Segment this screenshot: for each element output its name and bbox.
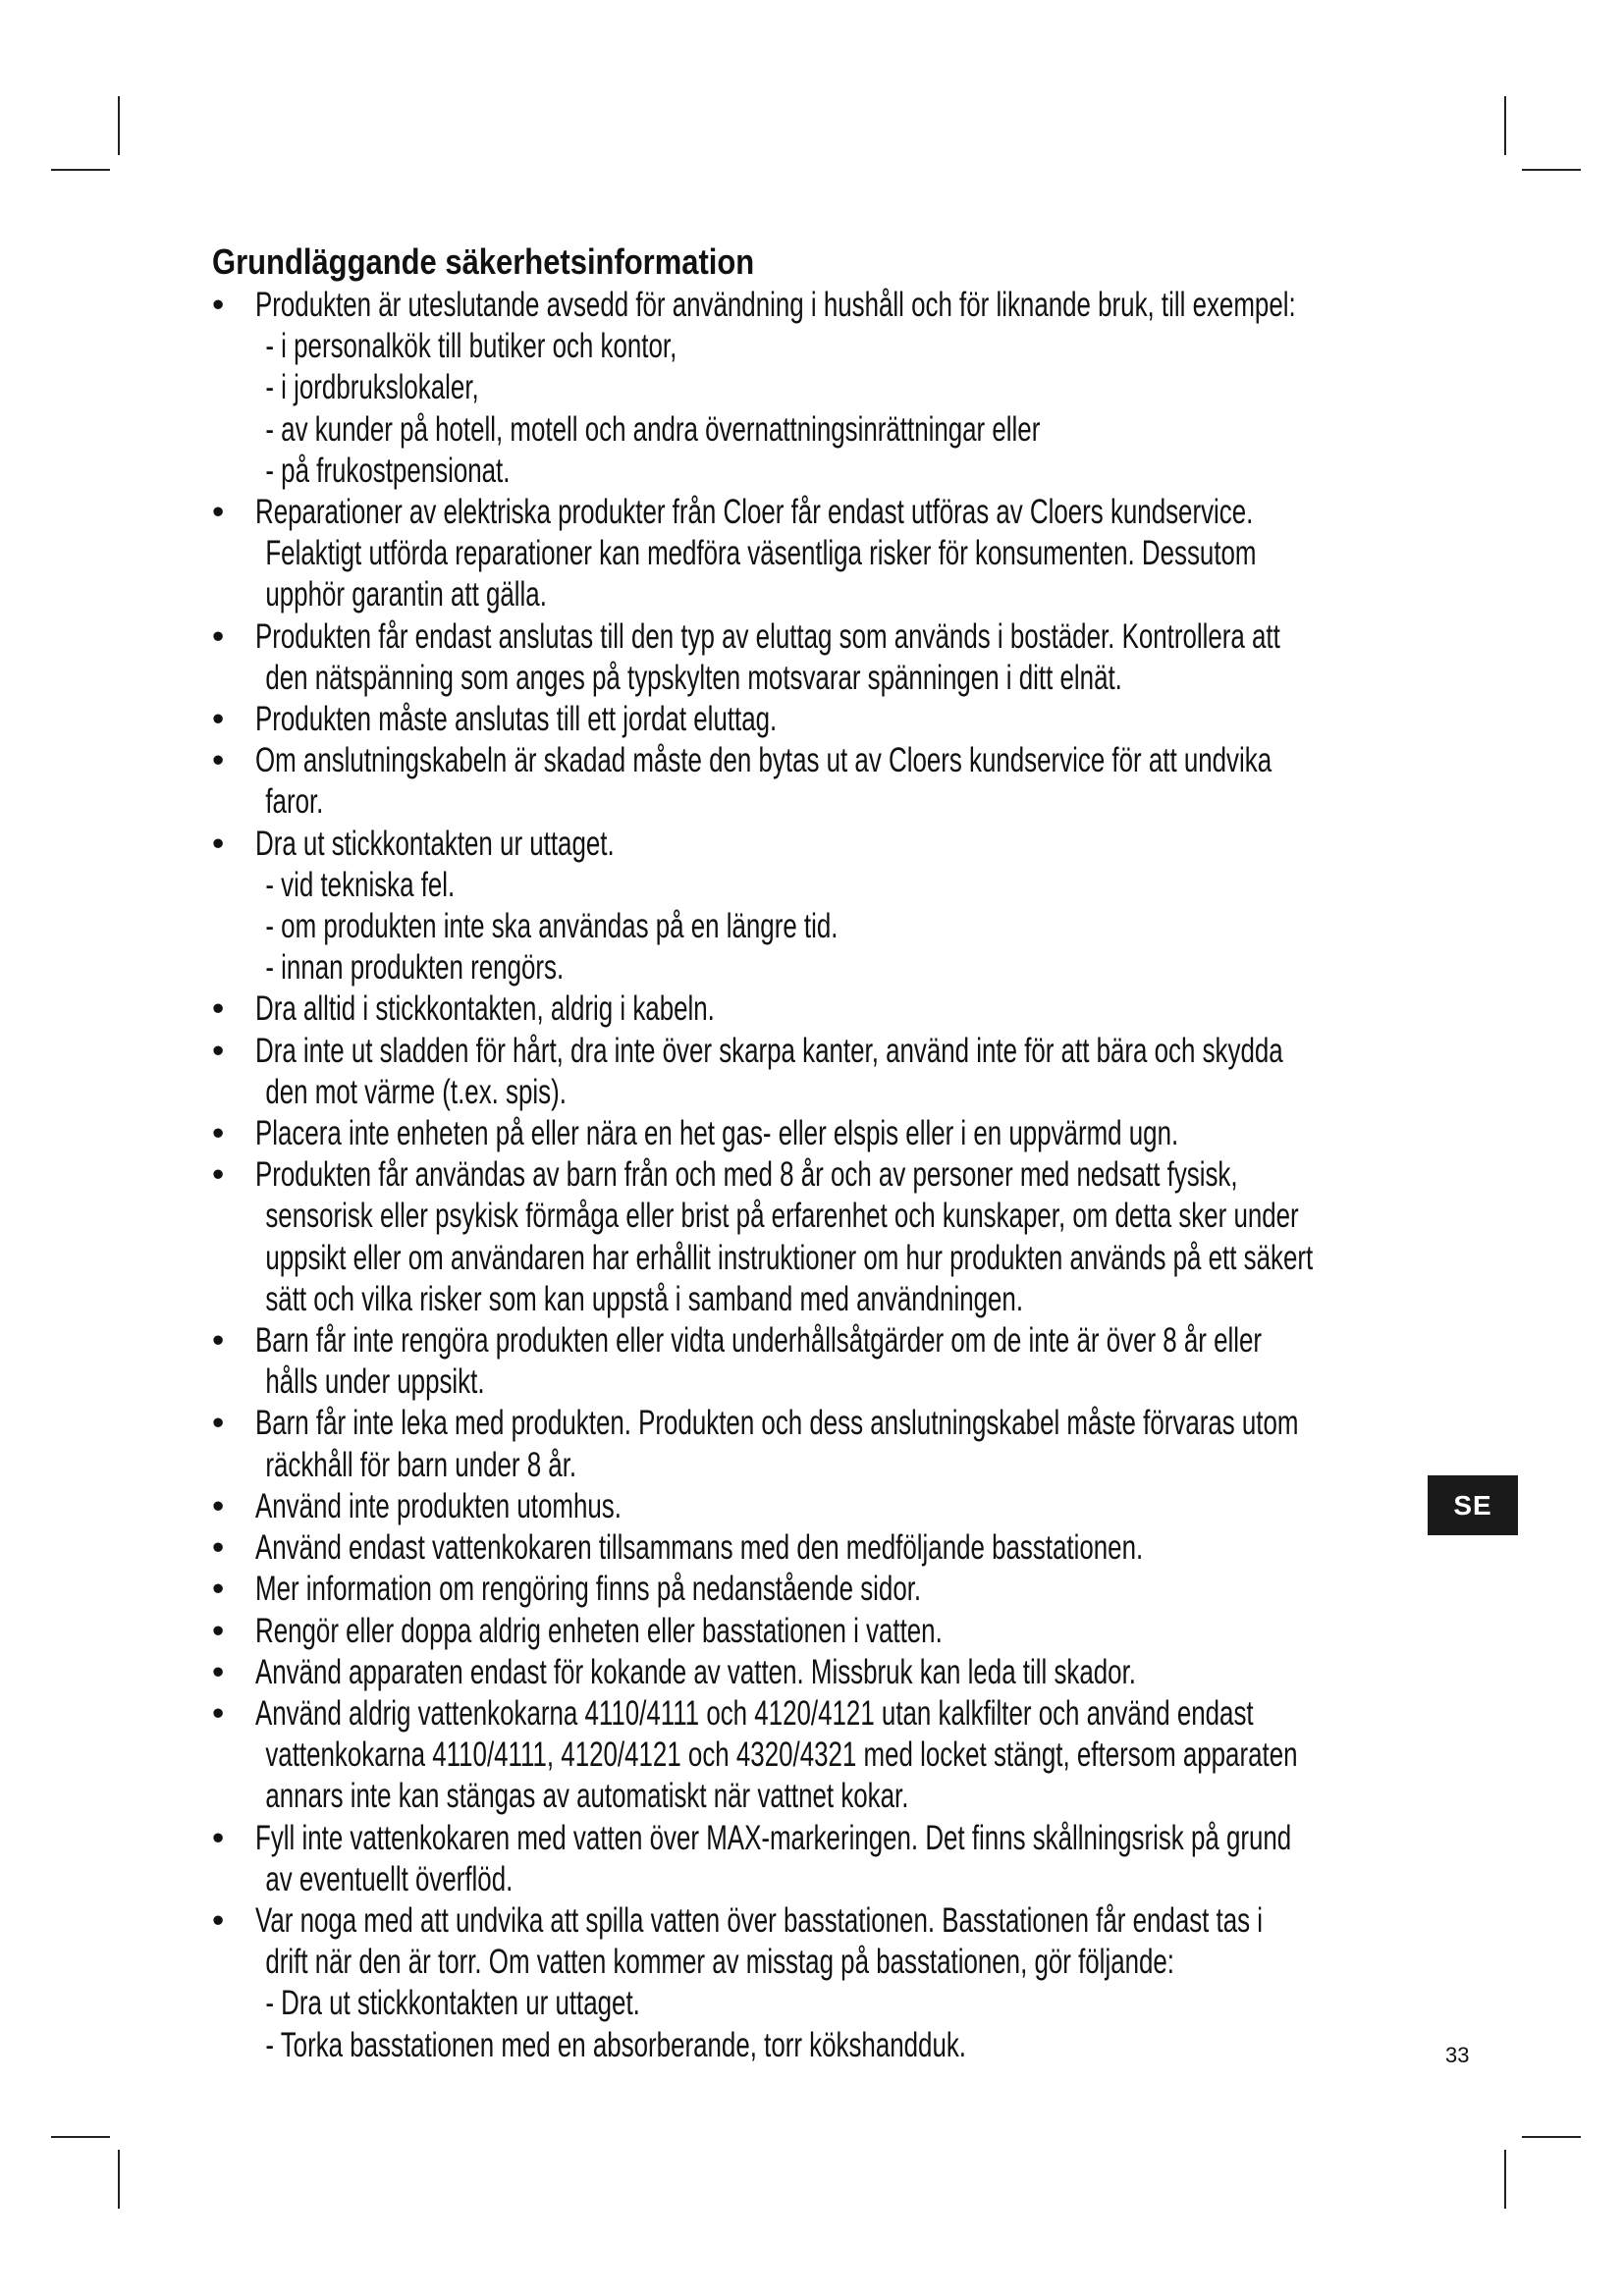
sub-item: - innan produkten rengörs. (265, 948, 565, 988)
bullet-text-line: • Produkten är uteslutande avsedd för användning i hushåll och för liknande bruk, till exempel: (255, 286, 1296, 324)
bullet-item (212, 740, 1479, 823)
bullet-text-line: upphör garantin att gälla. (265, 575, 547, 614)
bullet-text-line: • Var noga med att undvika att spilla vatten över basstationen. Basstationen får endast tas i (255, 1900, 1264, 1940)
crop-mark-bottom-left-vertical (118, 2150, 120, 2209)
bullet-text-line: • Fyll inte vattenkokaren med vatten över MAX-markeringen. Det finns skållningsrisk på grund (255, 1818, 1292, 1857)
bullet-text-line: räckhåll för barn under 8 år. (265, 1445, 577, 1484)
safety-section (212, 241, 1479, 2066)
sub-item: - vid tekniska fel. (265, 865, 456, 904)
sub-item: - Dra ut stickkontakten ur uttaget. (265, 1984, 640, 2023)
bullet-item (212, 1569, 1479, 1610)
sub-item: - i personalkök till butiker och kontor, (265, 327, 677, 366)
bullet-text-line: • Använd apparaten endast för kokande av vatten. Missbruk kan leda till skador. (255, 1652, 1136, 1691)
bullet-text-line: faror. (265, 782, 324, 822)
section-heading: Grundläggande säkerhetsinformation (212, 241, 755, 282)
bullet-text-line: sätt och vilka risker som kan uppstå i samband med användningen. (265, 1279, 1024, 1318)
bullet-item (212, 285, 1479, 492)
bullet-text-line: • Använd aldrig vattenkokarna 4110/4111 och 4120/4121 utan kalkfilter och använd endast (255, 1693, 1254, 1733)
crop-mark-bottom-left-horizontal (51, 2136, 110, 2138)
bullet-text-line: sensorisk eller psykisk förmåga eller brist på erfarenhet och kunskaper, om detta sker under (265, 1197, 1299, 1236)
bullet-text-line: • Produkten får endast anslutas till den typ av eluttag som används i bostäder. Kontrollera att (255, 616, 1280, 656)
bullet-item (212, 1818, 1479, 1900)
bullet-text-line: • Barn får inte rengöra produkten eller vidta underhållsåtgärder om de inte är över 8 år eller (255, 1321, 1263, 1361)
crop-mark-top-right-horizontal (1522, 169, 1581, 171)
bullet-text-line: den nätspänning som anges på typskylten motsvarar spänningen i ditt elnät. (265, 658, 1122, 697)
bullet-item (212, 1611, 1479, 1652)
bullet-item (212, 1900, 1479, 2066)
bullet-item (212, 1154, 1479, 1320)
bullet-item (212, 1486, 1479, 1527)
bullet-item (212, 1693, 1479, 1818)
bullet-item (212, 1652, 1479, 1693)
bullet-text-line: • Om anslutningskabeln är skadad måste den bytas ut av Cloers kundservice för att undvika (255, 741, 1272, 780)
crop-mark-top-left-vertical (118, 96, 120, 155)
bullet-item (212, 1320, 1479, 1403)
sub-item: - av kunder på hotell, motell och andra övernattningsinrättningar eller (265, 409, 1041, 449)
bullet-item (212, 699, 1479, 740)
crop-mark-bottom-right-vertical (1504, 2150, 1506, 2209)
language-tab: SE (1428, 1475, 1518, 1535)
bullet-text-line: av eventuellt överflöd. (265, 1859, 514, 1898)
sub-item: - i jordbrukslokaler, (265, 368, 479, 407)
bullet-text-line: • Barn får inte leka med produkten. Produkten och dess anslutningskabel måste förvaras utom (255, 1404, 1299, 1443)
bullet-item (212, 988, 1479, 1030)
crop-mark-top-left-horizontal (51, 169, 110, 171)
bullet-item (212, 492, 1479, 616)
bullet-item (212, 1113, 1479, 1154)
bullet-text-line: • Dra ut stickkontakten ur uttaget. (255, 824, 615, 863)
bullet-text-line: • Använd inte produkten utomhus. (255, 1486, 622, 1525)
sub-item: - Torka basstationen med en absorberande, torr kökshandduk. (265, 2025, 967, 2064)
bullet-text-line: Felaktigt utförda reparationer kan medföra väsentliga risker för konsumenten. Dessutom (265, 534, 1257, 573)
bullet-text-line: hålls under uppsikt. (265, 1362, 485, 1402)
bullet-text-line: • Produkten får användas av barn från och med 8 år och av personer med nedsatt fysisk, (255, 1155, 1238, 1195)
bullet-item (212, 824, 1479, 989)
bullet-text-line: • Använd endast vattenkokaren tillsammans med den medföljande basstationen. (255, 1528, 1144, 1568)
bullet-text-line: • Mer information om rengöring finns på nedanstående sidor. (255, 1570, 922, 1609)
bullet-text-line: • Dra alltid i stickkontakten, aldrig i kabeln. (255, 989, 715, 1029)
bullet-text-line: • Dra inte ut sladden för hårt, dra inte över skarpa kanter, använd inte för att bära och skydda (255, 1031, 1283, 1070)
bullet-text-line: • Reparationer av elektriska produkter från Cloer får endast utföras av Cloers kundservice. (255, 493, 1254, 532)
bullet-item (212, 1403, 1479, 1485)
bullet-text-line: annars inte kan stängas av automatiskt när vattnet kokar. (265, 1777, 909, 1816)
page-number: 33 (1445, 2043, 1470, 2067)
bullet-text-line: uppsikt eller om användaren har erhållit instruktioner om hur produkten används på ett säkert (265, 1238, 1314, 1277)
bullet-item (212, 1031, 1479, 1113)
bullet-text-line: den mot värme (t.ex. spis). (265, 1072, 567, 1111)
bullet-text-line: • Rengör eller doppa aldrig enheten eller basstationen i vatten. (255, 1611, 943, 1650)
safety-bullet-list (212, 285, 1479, 2066)
bullet-item (212, 1527, 1479, 1569)
bullet-text-line: • Placera inte enheten på eller nära en het gas- eller elspis eller i en uppvärmd ugn. (255, 1114, 1179, 1153)
bullet-text-line: drift när den är torr. Om vatten kommer av misstag på basstationen, gör följande: (265, 1943, 1175, 1982)
bullet-text-line: vattenkokarna 4110/4111, 4120/4121 och 4320/4321 med locket stängt, eftersom apparaten (265, 1735, 1298, 1775)
sub-item: - på frukostpensionat. (265, 451, 511, 490)
crop-mark-top-right-vertical (1504, 96, 1506, 155)
bullet-item (212, 616, 1479, 699)
sub-item: - om produkten inte ska användas på en längre tid. (265, 907, 839, 946)
bullet-text-line: • Produkten måste anslutas till ett jordat eluttag. (255, 700, 778, 739)
crop-mark-bottom-right-horizontal (1522, 2136, 1581, 2138)
